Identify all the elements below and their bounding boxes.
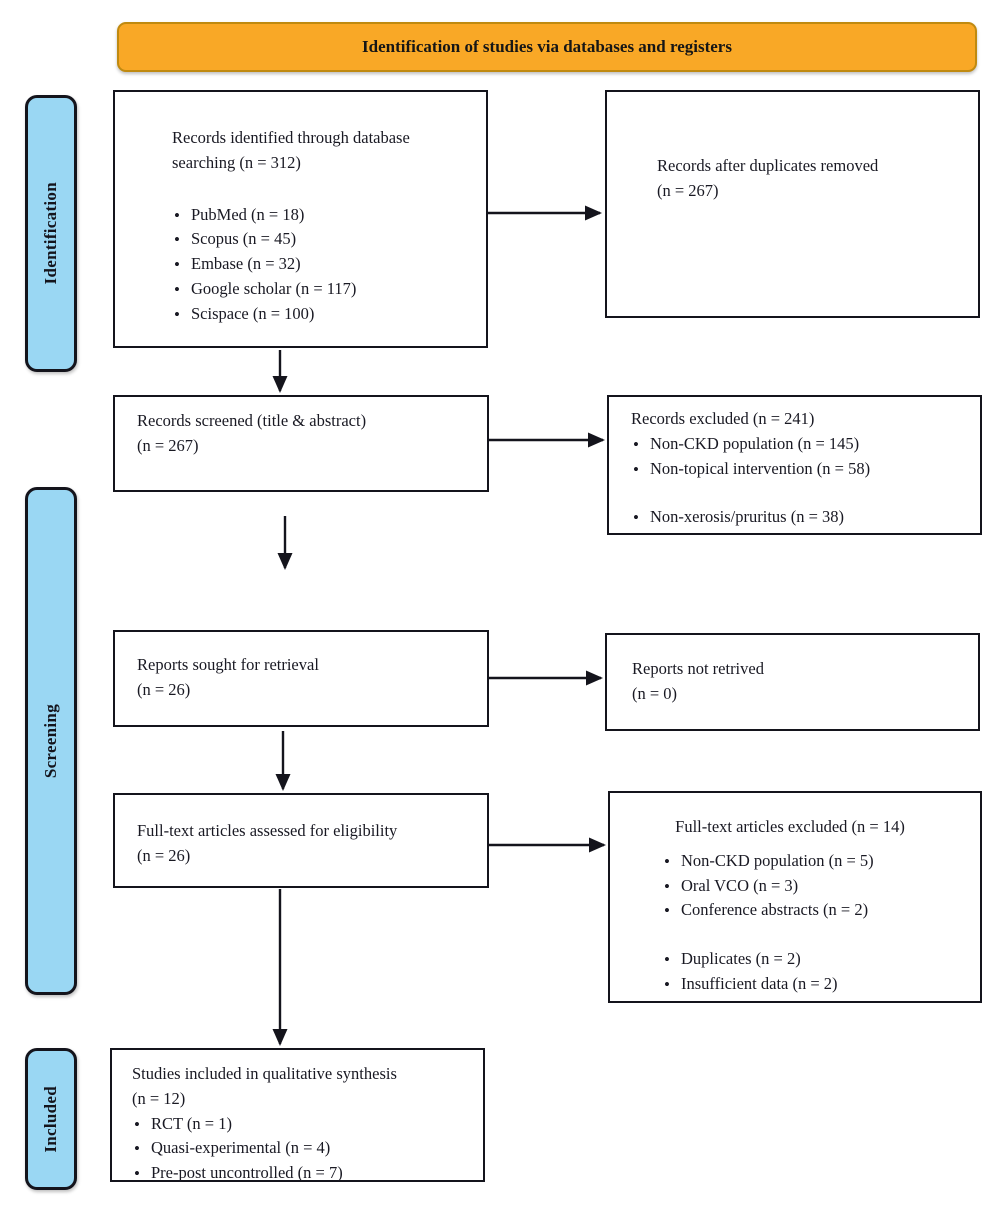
fulltext-excluded-list: [610, 849, 970, 923]
box-fulltext-excluded: [608, 791, 982, 1003]
list-item: • Conference abstracts (n = 2): [662, 898, 970, 923]
list-item: • Scopus (n = 45): [172, 227, 474, 252]
box-duplicates-removed-line1: Records after duplicates removed: [657, 156, 879, 175]
banner-title: [117, 22, 977, 72]
stage-included-label: Included: [41, 1085, 60, 1153]
box-records-excluded: [607, 395, 982, 535]
list-item: • Non-CKD population (n = 145): [631, 432, 970, 457]
fulltext-excluded-list-2: [610, 947, 970, 997]
list-item: • Pre-post uncontrolled (n = 7): [132, 1161, 471, 1186]
box-reports-sought-count: (n = 26): [137, 679, 191, 699]
box-fulltext-assessed-count: (n = 26): [137, 845, 191, 865]
box-reports-not-retrieved: [605, 633, 980, 731]
banner-title-text: Identification of studies via databases and registers: [362, 37, 732, 56]
records-identified-list: [172, 203, 474, 327]
list-item: • Embase (n = 32): [172, 252, 474, 277]
list-item: • Non-CKD population (n = 5): [662, 849, 970, 874]
box-studies-included-count: (n = 12): [132, 1088, 186, 1108]
box-records-screened-line1: Records screened (title & abstract): [137, 411, 367, 430]
list-item: • Insufficient data (n = 2): [662, 972, 970, 997]
box-reports-sought-line1: Reports sought for retrieval: [137, 655, 319, 674]
records-excluded-list: [631, 432, 970, 482]
box-records-excluded-title: Records excluded (n = 241): [631, 409, 815, 428]
list-item: • Google scholar (n = 117): [172, 277, 474, 302]
box-reports-not-retrieved-count: (n = 0): [632, 683, 678, 703]
box-duplicates-removed-count: (n = 267): [657, 180, 719, 200]
box-records-screened-count: (n = 267): [137, 435, 199, 455]
list-item: • RCT (n = 1): [132, 1112, 471, 1137]
list-item: • Non-topical intervention (n = 58): [631, 457, 970, 482]
list-item: • Oral VCO (n = 3): [662, 874, 970, 899]
box-studies-included: [110, 1048, 485, 1182]
stage-screening: [25, 487, 77, 995]
stage-screening-label: Screening: [41, 703, 60, 779]
box-records-screened: [113, 395, 489, 492]
studies-included-list: [132, 1112, 471, 1186]
list-item: • Quasi-experimental (n = 4): [132, 1136, 471, 1161]
box-fulltext-assessed: [113, 793, 489, 888]
records-excluded-list-2: [631, 505, 970, 530]
box-fulltext-excluded-title: Full-text articles excluded (n = 14): [675, 817, 905, 836]
list-item: • Duplicates (n = 2): [662, 947, 970, 972]
box-fulltext-assessed-line1: Full-text articles assessed for eligibility: [137, 821, 398, 840]
box-studies-included-line1: Studies included in qualitative synthesis: [132, 1064, 397, 1083]
box-records-identified: [113, 90, 488, 348]
box-reports-sought: [113, 630, 489, 727]
box-reports-not-retrieved-line1: Reports not retrived: [632, 659, 764, 678]
stage-identification-label: Identification: [41, 182, 60, 285]
stage-included: [25, 1048, 77, 1190]
stage-identification: [25, 95, 77, 372]
list-item: • Non-xerosis/pruritus (n = 38): [631, 505, 970, 530]
box-duplicates-removed: [605, 90, 980, 318]
box-records-identified-title: Records identified through database searching (n = 312): [172, 128, 410, 172]
list-item: • PubMed (n = 18): [172, 203, 474, 228]
list-item: • Scispace (n = 100): [172, 302, 474, 327]
